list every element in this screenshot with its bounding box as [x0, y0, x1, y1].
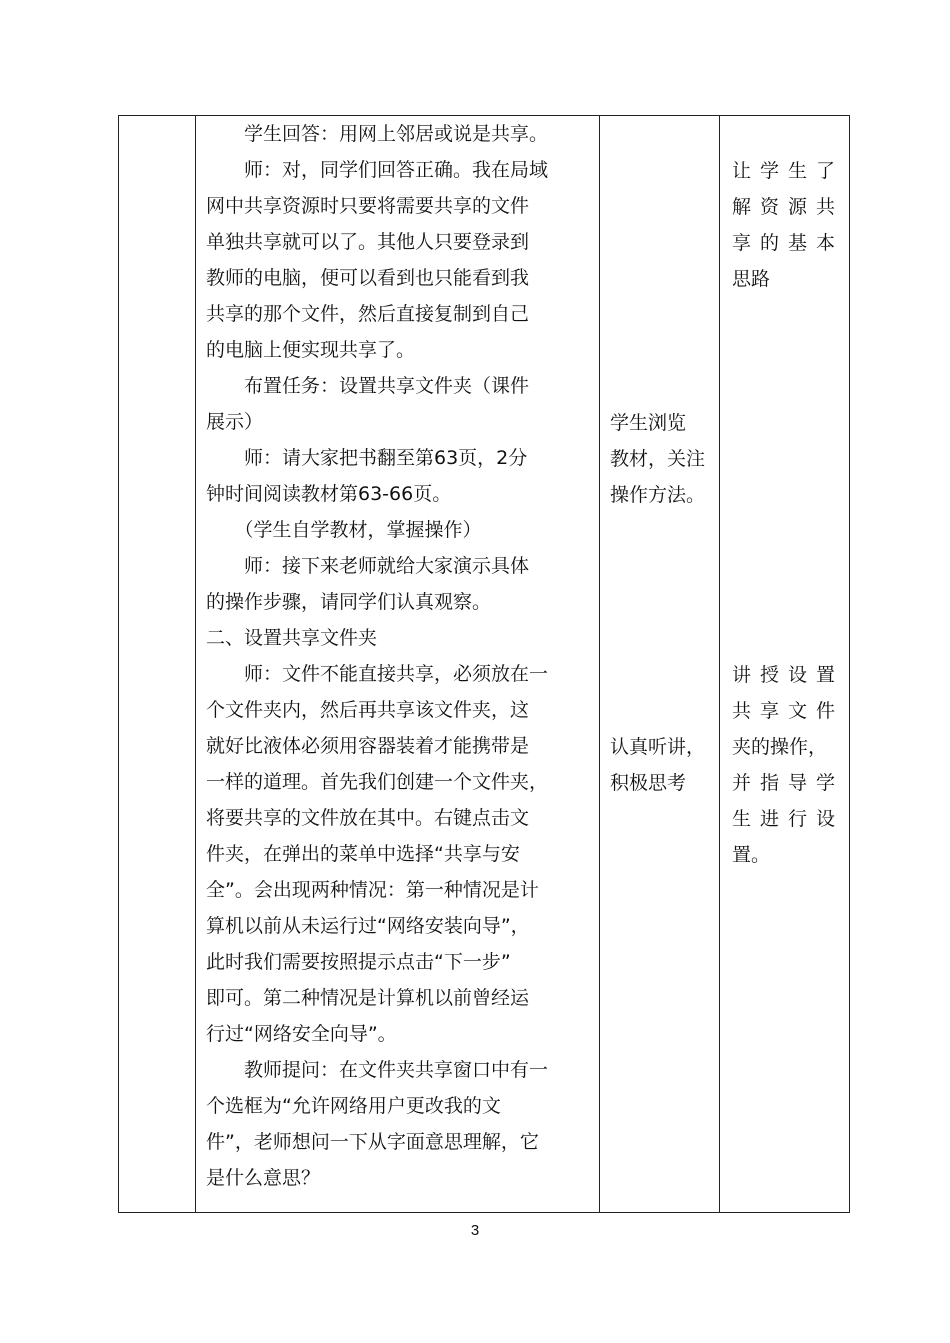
text-line: 的电脑上便实现共享了。 [206, 339, 416, 361]
table-row [119, 116, 850, 1213]
empty-cell [119, 116, 196, 1213]
text-line: 师：请大家把书翻至第63页，2分 [206, 447, 528, 469]
text-line: 个选框为“允许网络用户更改我的文 [206, 1095, 501, 1117]
text-line: 将要共享的文件放在其中。右键点击文 [206, 807, 530, 829]
lesson-plan-table [118, 115, 850, 1213]
student-activity-line: 教材，关注 [610, 448, 706, 470]
text-line: 单独共享就可以了。其他人只要登录到 [206, 231, 530, 253]
design-intent-line: 并指导学 [732, 772, 845, 794]
text-line: 二、设置共享文件夹 [206, 627, 378, 649]
design-intent-line: 共享文件 [732, 700, 845, 722]
text-line: 行过“网络安全向导”。 [206, 1023, 397, 1045]
design-intent-line: 解资源共 [732, 196, 845, 218]
student-activity-line: 积极思考 [610, 772, 687, 794]
student-activity-line: 操作方法。 [610, 484, 706, 506]
design-intent-line: 夹的操作， [732, 736, 828, 758]
text-line: 件夹，在弹出的菜单中选择“共享与安 [206, 843, 520, 865]
design-intent-line: 让学生了 [732, 160, 845, 182]
page-number: 3 [470, 1222, 480, 1239]
text-line: 即可。第二种情况是计算机以前曾经运 [206, 987, 530, 1009]
text-line: （学生自学教材，掌握操作） [206, 519, 482, 541]
design-intent-line: 讲授设置 [732, 664, 845, 686]
text-line: 学生回答：用网上邻居或说是共享。 [206, 123, 549, 145]
design-intent-line: 生进行设 [732, 808, 845, 830]
text-line: 展示） [206, 411, 264, 433]
text-line: 师：接下来老师就给大家演示具体 [206, 555, 530, 577]
text-line: 一样的道理。首先我们创建一个文件夹， [206, 771, 549, 793]
text-line: 教师的电脑，便可以看到也只能看到我 [206, 267, 530, 289]
design-intent-cell [720, 116, 850, 1213]
teaching-process-cell [196, 116, 600, 1213]
text-line: 师：文件不能直接共享，必须放在一 [206, 663, 549, 685]
design-intent-line: 置。 [732, 844, 771, 866]
text-line: 网中共享资源时只要将需要共享的文件 [206, 195, 530, 217]
student-activity-cell [600, 116, 720, 1213]
student-activity-line: 学生浏览 [610, 412, 687, 434]
text-line: 个文件夹内，然后再共享该文件夹，这 [206, 699, 530, 721]
text-line: 教师提问：在文件夹共享窗口中有一 [206, 1059, 549, 1081]
text-line: 件”，老师想问一下从字面意思理解，它 [206, 1131, 539, 1153]
text-line: 算机以前从未运行过“网络安装向导”， [206, 915, 530, 937]
text-line: 布置任务：设置共享文件夹（课件 [206, 375, 530, 397]
text-line: 是什么意思？ [206, 1167, 321, 1189]
text-line: 的操作步骤，请同学们认真观察。 [206, 591, 492, 613]
text-line: 共享的那个文件，然后直接复制到自己 [206, 303, 530, 325]
text-line: 全”。会出现两种情况：第一种情况是计 [206, 879, 539, 901]
design-intent-line: 思路 [732, 268, 771, 290]
design-intent-line: 享的基本 [732, 232, 845, 254]
student-activity-line: 认真听讲， [610, 736, 706, 758]
text-line: 师：对，同学们回答正确。我在局域 [206, 159, 549, 181]
text-line: 此时我们需要按照提示点击“下一步” [206, 951, 511, 973]
text-line: 就好比液体必须用容器装着才能携带是 [206, 735, 530, 757]
text-line: 钟时间阅读教材第63-66页。 [206, 483, 452, 505]
